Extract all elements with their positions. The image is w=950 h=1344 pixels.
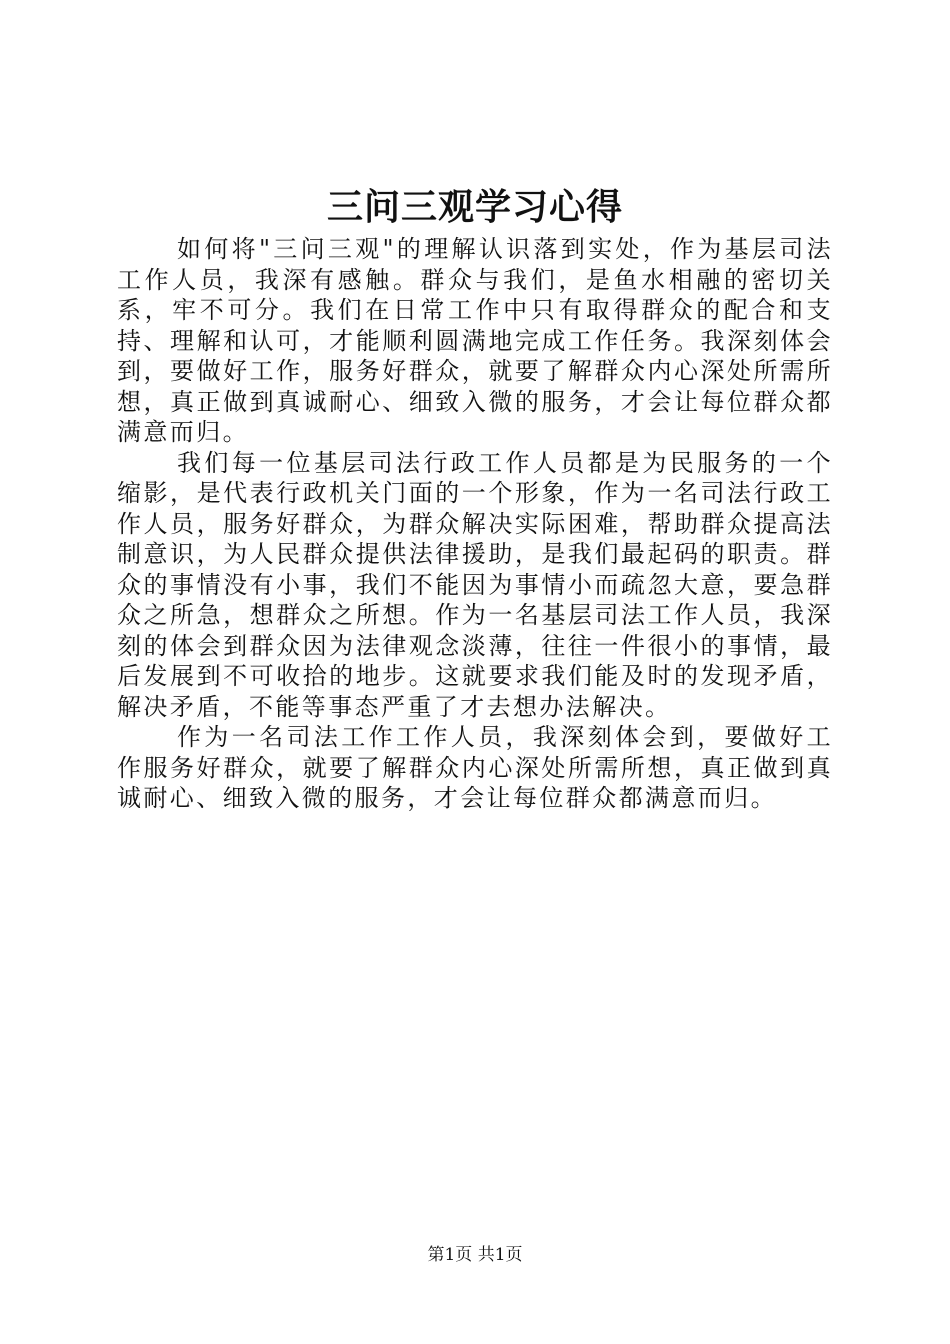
document-title: 三问三观学习心得 (326, 186, 623, 228)
paragraph-2: 我们每一位基层司法行政工作人员都是为民服务的一个缩影，是代表行政机关门面的一个形象，作为一名司法行政工作人员，服务好群众，为群众解决实际困难，帮助群众提高法制意识，为人民群众提供法律援助，是我们最起码的职责。群众的事情没有小事，我们不能因为事情小而疏忽大意，要急群众之所急，想群众之所想。作为一名基层司法工作人员，我深刻的体会到群众因为法律观念淡薄，往往一件很小的事情，最后发展到不可收拾的地步。这就要求我们能及时的发现矛盾，解决矛盾，不能等事态严重了才去想办法解决。 (117, 448, 833, 721)
page-number-footer: 第1页 共1页 (427, 1245, 523, 1265)
document-body (117, 234, 833, 814)
paragraph-1: 如何将"三问三观"的理解认识落到实处，作为基层司法工作人员，我深有感触。群众与我们，是鱼水相融的密切关系，牢不可分。我们在日常工作中只有取得群众的配合和支持、理解和认可，才能顺利圆满地完成工作任务。我深刻体会到，要做好工作，服务好群众，就要了解群众内心深处所需所想，真正做到真诚耐心、细致入微的服务，才会让每位群众都满意而归。 (117, 235, 833, 446)
paragraph-3: 作为一名司法工作工作人员，我深刻体会到，要做好工作服务好群众，就要了解群众内心深处所需所想，真正做到真诚耐心、细致入微的服务，才会让每位群众都满意而归。 (117, 723, 833, 812)
